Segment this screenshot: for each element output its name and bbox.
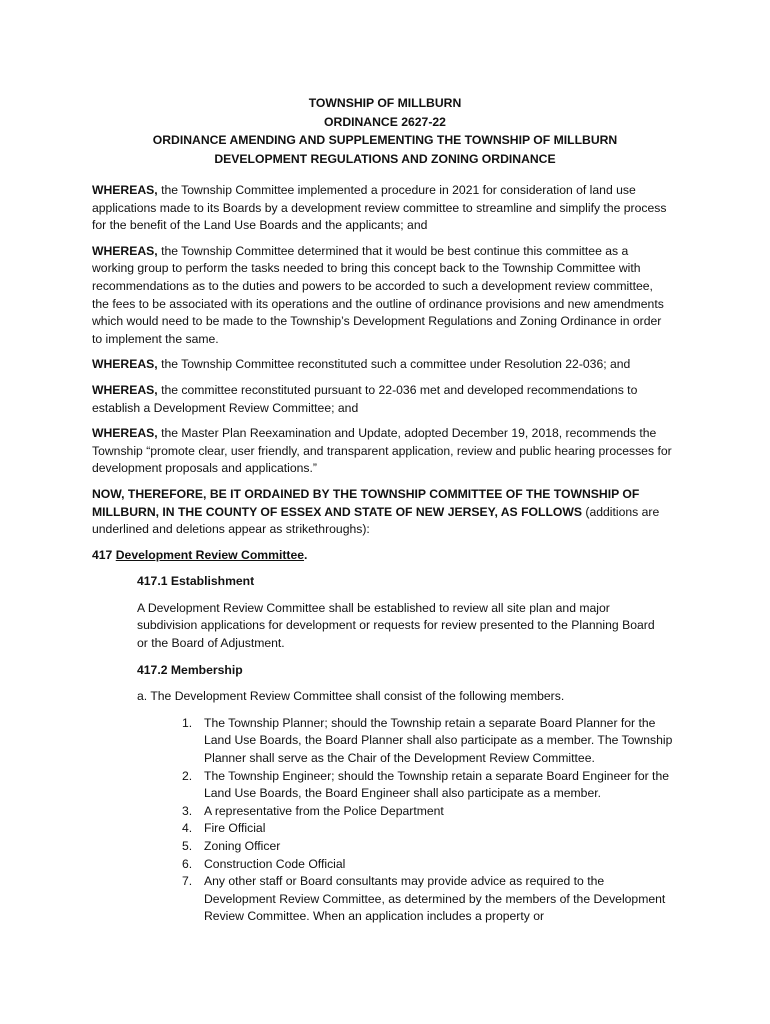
establishment-text: A Development Review Committee shall be established to review all site plan and major subdivision applications for development or requests for review presented to the Planning Board or the Board of Adjustment.: [137, 600, 655, 651]
list-item: [182, 803, 678, 821]
whereas-text: the committee reconstituted pursuant to 22-036 met and developed recommendations to establish a Development Review Committee; and: [92, 382, 638, 415]
now-therefore-text: (additions are underlined and deletions appear as strikethroughs):: [92, 504, 660, 537]
whereas-clause-3: [92, 356, 672, 374]
list-text: A representative from the Police Department: [204, 803, 444, 818]
now-therefore-lead: NOW, THEREFORE, BE IT ORDAINED BY THE TOWNSHIP COMMITTEE OF THE TOWNSHIP OF MILLBURN, IN THE COUNTY OF ESSEX AND STATE OF NEW JERSEY, AS FOLLOWS: [92, 486, 640, 519]
whereas-lead: WHEREAS,: [92, 426, 158, 441]
document-body: [92, 182, 672, 926]
list-item: [182, 820, 678, 838]
list-text: Zoning Officer: [204, 839, 281, 853]
whereas-text: the Township Committee reconstituted such a committee under Resolution 22-036; and: [157, 357, 631, 372]
membership-intro: a. The Development Review Committee shall consist of the following members.: [137, 689, 565, 704]
list-item: [182, 856, 678, 874]
whereas-clause-1: [92, 182, 672, 235]
establishment-heading: 417.1 Establishment: [137, 574, 255, 589]
section-number: 417: [92, 547, 116, 562]
title-ordinance-name-line1: ORDINANCE AMENDING AND SUPPLEMENTING THE TOWNSHIP OF MILLBURN: [152, 133, 618, 147]
list-item: [182, 715, 678, 768]
list-text: Any other staff or Board consultants may provide advice as required to the Development Review Committee, as determined by the members of the Development Review Committee. When an application includes a property or: [204, 874, 666, 924]
list-item: [182, 768, 678, 803]
list-number: 7.: [182, 874, 193, 889]
whereas-clause-5: [92, 425, 672, 478]
title-township: TOWNSHIP OF MILLBURN: [308, 96, 462, 110]
list-number: 1.: [182, 715, 193, 730]
list-item: [182, 873, 678, 926]
list-number: 5.: [182, 839, 193, 853]
list-number: 4.: [182, 821, 193, 836]
title-ordinance-number: ORDINANCE 2627-22: [324, 114, 446, 129]
whereas-text: the Master Plan Reexamination and Update, adopted December 19, 2018, recommends the Township “promote clear, user friendly, and transparent application, review and public hearing processes for development proposals and applications.”: [92, 426, 672, 476]
title-ordinance-name-line2: DEVELOPMENT REGULATIONS AND ZONING ORDINANCE: [214, 151, 556, 166]
list-text: The Township Engineer; should the Township retain a separate Board Engineer for the Land Use Boards, the Board Engineer shall also participate as a member.: [204, 768, 670, 801]
membership-heading: 417.2 Membership: [137, 662, 243, 677]
whereas-clause-4: [92, 382, 672, 417]
whereas-lead: WHEREAS,: [92, 357, 158, 372]
list-text: Construction Code Official: [204, 856, 346, 871]
subsection-establishment: [137, 573, 667, 706]
whereas-lead: WHEREAS,: [92, 382, 158, 397]
list-number: 6.: [182, 856, 193, 871]
document-title: [92, 94, 678, 168]
whereas-text: the Township Committee determined that it would be best continue this committee as a working group to perform the tasks needed to bring this concept back to the Township Committee with recommendations as to the duties and powers to be accorded to such a development review committee, the fees to be associated with its operations and the outline of ordinance provisions and new amendments which would need to be made to the Township’s Development Regulations and Zoning Ordinance in order to implement the same.: [92, 243, 664, 346]
list-text: Fire Official: [204, 821, 266, 836]
section-heading: [92, 547, 672, 565]
list-number: 3.: [182, 803, 193, 818]
now-therefore-clause: [92, 486, 672, 539]
section-period: .: [304, 547, 308, 562]
list-text: The Township Planner; should the Township retain a separate Board Planner for the Land Use Boards, the Board Planner shall also participate as a member. The Township Planner shall serve as the Chair of the Development Review Committee.: [204, 715, 673, 766]
list-number: 2.: [182, 768, 193, 783]
whereas-text: the Township Committee implemented a procedure in 2021 for consideration of land use applications made to its Boards by a development review committee to streamline and simplify the process for the benefit of the Land Use Boards and the applicants; and: [92, 183, 667, 233]
section-title: Development Review Committee: [115, 547, 305, 562]
membership-list: [182, 715, 678, 926]
whereas-lead: WHEREAS,: [92, 243, 158, 258]
whereas-clause-2: [92, 243, 672, 349]
list-item: [182, 838, 678, 856]
whereas-lead: WHEREAS,: [92, 183, 158, 197]
